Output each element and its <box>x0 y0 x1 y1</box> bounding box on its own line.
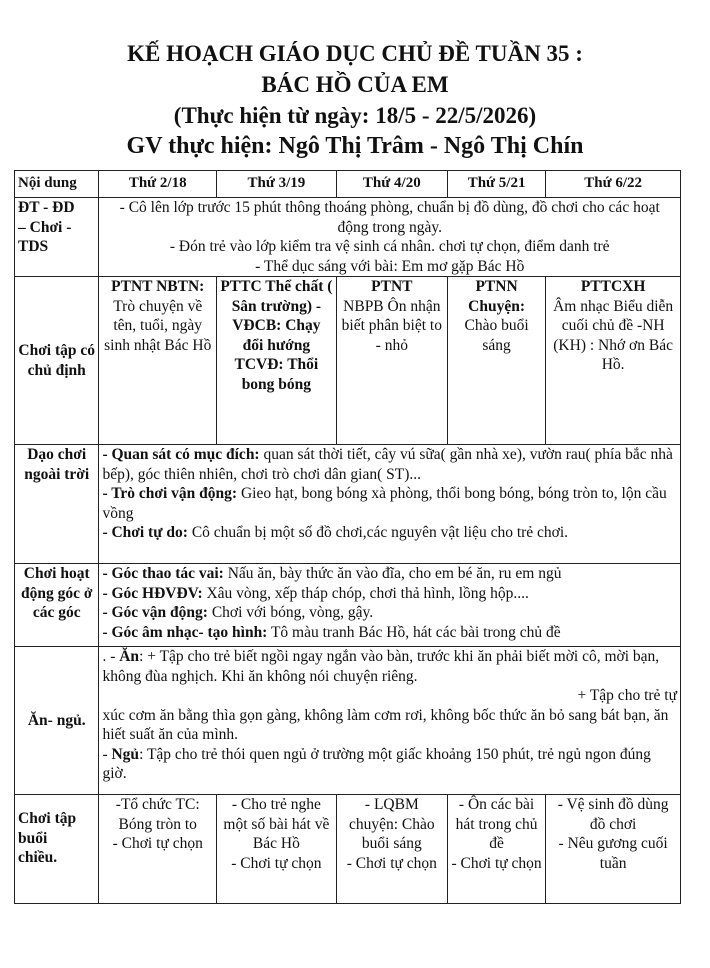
table-row <box>15 795 681 904</box>
table-row <box>15 564 681 647</box>
chieu-mon: -Tổ chức TC: Bóng tròn to - Chơi tự chọn <box>99 795 217 904</box>
choi-tap-thu: PTNN Chuyện: Chào buổi sáng <box>447 277 545 445</box>
header-day-mon: Thứ 2/18 <box>99 171 217 198</box>
choi-tap-fri: PTTCXH Âm nhạc Biểu diễn cuối chủ đề -NH (KH) : Nhớ ơn Bác Hồ. <box>546 277 681 445</box>
ngu-text: - Ngủ: Tập cho trẻ thói quen ngủ ở trường một giấc khoảng 150 phút, trẻ ngủ ngon đúng giờ. <box>102 745 651 782</box>
ngoai-troi-item: - Chơi tự do: Cô chuẩn bị một số đồ chơi,các nguyên vật liệu cho trẻ chơi. <box>102 524 569 541</box>
header-day-tue: Thứ 3/19 <box>217 171 337 198</box>
weekly-plan-table <box>14 170 681 904</box>
goc-item: - Góc HĐVĐV: Xâu vòng, xếp tháp chóp, chơi thả hình, lồng hộp.... <box>102 584 529 602</box>
ngoai-troi-item: - Quan sát có mục đích: quan sát thời tiết, cây vú sữa( gần nhà xe), vườn rau( phía bắc nhà bếp), góc thiên nhiên, chơi trò chơi dân gian( ST)... <box>102 446 673 483</box>
title-line-2: BÁC HỒ CỦA EM <box>261 72 449 97</box>
header-day-wed: Thứ 4/20 <box>336 171 447 198</box>
row-label-goc: Chơi hoạt động góc ở các góc <box>15 564 99 647</box>
goc-item: - Góc âm nhạc- tạo hình: Tô màu tranh Bác Hồ, hát các bài trong chủ đề <box>102 623 561 641</box>
don-tre-content: - Cô lên lớp trước 15 phút thông thoáng phòng, chuẩn bị đồ dùng, đồ chơi cho các hoạt động trong ngày. - Đón trẻ vào lớp kiểm tra vệ sinh cá nhân. chơi tự chọn, điểm danh trẻ - Thể dục sáng với bài: Em mơ gặp Bác Hồ <box>99 198 681 277</box>
table-row <box>15 277 681 445</box>
date-range: (Thực hiện từ ngày: 18/5 - 22/5/2026) <box>173 103 537 128</box>
chieu-thu: - Ôn các bài hát trong chủ đề - Chơi tự chọn <box>447 795 545 904</box>
ngoai-troi-item: - Trò chơi vận động: Gieo hạt, bong bóng xà phòng, thổi bong bóng, bóng tròn to, lộn cầu vồng <box>102 485 667 522</box>
table-row <box>15 647 681 795</box>
an-text-continued: xúc cơm ăn bằng thìa gọn gàng, không làm cơm rơi, không bốc thức ăn bỏ sang bát bạn, ăn hiết suất ăn của mình. <box>102 706 669 743</box>
chieu-fri: - Vệ sinh đồ dùng đồ chơi - Nêu gương cuối tuần <box>546 795 681 904</box>
header-day-fri: Thứ 6/22 <box>546 171 681 198</box>
row-label-don-tre: ĐT - ĐD – Chơi - TDS <box>15 198 99 277</box>
chieu-tue: - Cho trẻ nghe một số bài hát về Bác Hồ - Chơi tự chọn <box>217 795 337 904</box>
teacher-names: GV thực hiện: Ngô Thị Trâm - Ngô Thị Chín <box>126 133 584 159</box>
row-label-ngoai-troi: Dạo chơi ngoài trời <box>15 445 99 564</box>
goc-content <box>99 564 681 647</box>
row-label-chieu: Chơi tập buổi chiều. <box>15 795 99 904</box>
goc-item: - Góc thao tác vai: Nấu ăn, bày thức ăn vào đĩa, cho em bé ăn, ru em ngủ <box>102 565 562 582</box>
choi-tap-wed: PTNT NBPB Ôn nhận biết phân biệt to - nhỏ <box>336 277 447 445</box>
document-header <box>0 38 710 162</box>
chieu-wed: - LQBM chuyện: Chào buổi sáng - Chơi tự chọn <box>336 795 447 904</box>
an-text: . - Ăn: + Tập cho trẻ biết ngồi ngay ngắn vào bàn, trước khi ăn phải biết mời cô, mời bạn, không đùa nghịch. Khi ăn không nói chuyện riêng. <box>102 648 660 685</box>
header-content: Nội dung <box>15 171 99 198</box>
title-line-1: KẾ HOẠCH GIÁO DỤC CHỦ ĐỀ TUẦN 35 : <box>127 41 583 66</box>
header-day-thu: Thứ 5/21 <box>447 171 545 198</box>
table-row <box>15 445 681 564</box>
row-label-choi-tap: Chơi tập có chủ định <box>15 277 99 445</box>
ngoai-troi-content <box>99 445 681 564</box>
row-label-an-ngu: Ăn- ngủ. <box>15 647 99 795</box>
choi-tap-mon: PTNT NBTN: Trò chuyện về tên, tuổi, ngày sinh nhật Bác Hồ <box>99 277 217 445</box>
table-row <box>15 198 681 277</box>
table-header-row <box>15 171 681 198</box>
an-text-continued-right: + Tập cho trẻ tự <box>577 687 677 704</box>
choi-tap-tue: PTTC Thể chất ( Sân trường) -VĐCB: Chạy đổi hướng TCVĐ: Thổi bong bóng <box>217 277 337 445</box>
goc-item: - Góc vận động: Chơi với bóng, vòng, gậy. <box>102 604 374 621</box>
an-ngu-content <box>99 647 681 795</box>
